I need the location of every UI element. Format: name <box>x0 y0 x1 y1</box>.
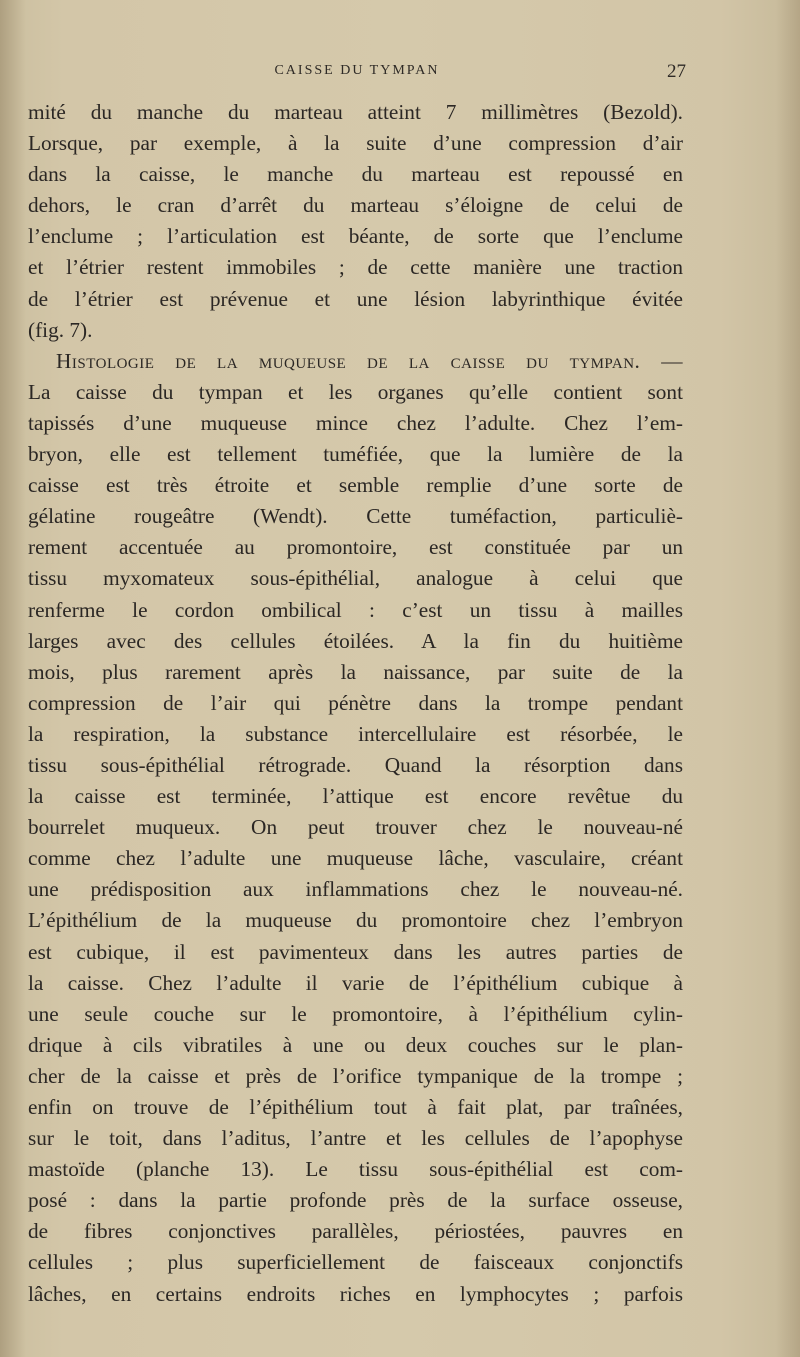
text-line: tapissés d’une muqueuse mince chez l’adulte. Chez l’em- <box>28 410 683 435</box>
text-line: compression de l’air qui pénètre dans la trompe pendant <box>28 690 683 715</box>
text-line: et l’étrier restent immobiles ; de cette manière une traction <box>28 255 683 280</box>
text-line: La caisse du tympan et les organes qu’elle contient sont <box>28 379 683 404</box>
text-line: caisse est très étroite et semble remplie d’une sorte de <box>28 473 683 498</box>
text-line: larges avec des cellules étoilées. A la fin du huitième <box>28 628 683 653</box>
text-line: dehors, le cran d’arrêt du marteau s’éloigne de celui de <box>28 193 683 218</box>
text-line: drique à cils vibratiles à une ou deux couches sur le plan- <box>28 1032 683 1057</box>
text-line: la respiration, la substance intercellulaire est résorbée, le <box>28 721 683 746</box>
text-line: sur le toit, dans l’aditus, l’antre et les cellules de l’apophyse <box>28 1126 683 1151</box>
text-line: dans la caisse, le manche du marteau est repoussé en <box>28 162 683 187</box>
text-line: est cubique, il est pavimenteux dans les autres parties de <box>28 939 683 964</box>
text-line: mastoïde (planche 13). Le tissu sous-épithélial est com- <box>28 1157 683 1182</box>
text-line: la caisse est terminée, l’attique est encore revêtue du <box>28 784 683 809</box>
text-line: Lorsque, par exemple, à la suite d’une compression d’air <box>28 131 683 156</box>
section-heading: Histologie de la muqueuse de la caisse du tympan. — <box>56 348 683 373</box>
text-line: tissu sous-épithélial rétrograde. Quand la résorption dans <box>28 752 683 777</box>
text-line: mois, plus rarement après la naissance, par suite de la <box>28 659 683 684</box>
text-line: la caisse. Chez l’adulte il varie de l’épithélium cubique à <box>28 970 683 995</box>
text-line: de fibres conjonctives parallèles, périostées, pauvres en <box>28 1219 683 1244</box>
text-line: une seule couche sur le promontoire, à l’épithélium cylin- <box>28 1001 683 1026</box>
text-line: l’enclume ; l’articulation est béante, de sorte que l’enclume <box>28 224 683 249</box>
text-line: mité du manche du marteau atteint 7 millimètres (Bezold). <box>28 100 683 124</box>
text-line: (fig. 7). <box>28 317 93 342</box>
page-header <box>28 63 686 87</box>
text-line: lâches, en certains endroits riches en lymphocytes ; parfois <box>28 1281 683 1306</box>
page-edge-shadow <box>776 0 800 1357</box>
text-line: de l’étrier est prévenue et une lésion labyrinthique évitée <box>28 286 683 311</box>
text-line: tissu myxomateux sous-épithélial, analogue à celui que <box>28 566 683 591</box>
running-title: CAISSE DU TYMPAN <box>274 63 440 78</box>
text-line: une prédisposition aux inflammations chez le nouveau-né. <box>28 877 683 902</box>
body-text <box>28 97 683 1310</box>
text-line: bryon, elle est tellement tuméfiée, que la lumière de la <box>28 442 683 467</box>
page-number: 27 <box>667 61 686 82</box>
text-line: cellules ; plus superficiellement de faisceaux conjonctifs <box>28 1250 683 1275</box>
text-line: comme chez l’adulte une muqueuse lâche, vasculaire, créant <box>28 846 683 871</box>
text-line: rement accentuée au promontoire, est constituée par un <box>28 535 683 560</box>
text-line: posé : dans la partie profonde près de la surface osseuse, <box>28 1188 683 1213</box>
text-line: bourrelet muqueux. On peut trouver chez le nouveau-né <box>28 815 683 840</box>
book-spine-shadow <box>0 0 26 1357</box>
text-line: cher de la caisse et près de l’orifice tympanique de la trompe ; <box>28 1063 683 1088</box>
text-line: L’épithélium de la muqueuse du promontoire chez l’embryon <box>28 908 683 933</box>
text-line: enfin on trouve de l’épithélium tout à fait plat, par traînées, <box>28 1095 683 1119</box>
text-line: renferme le cordon ombilical : c’est un tissu à mailles <box>28 597 683 622</box>
text-line: gélatine rougeâtre (Wendt). Cette tuméfaction, particuliè- <box>28 504 683 529</box>
